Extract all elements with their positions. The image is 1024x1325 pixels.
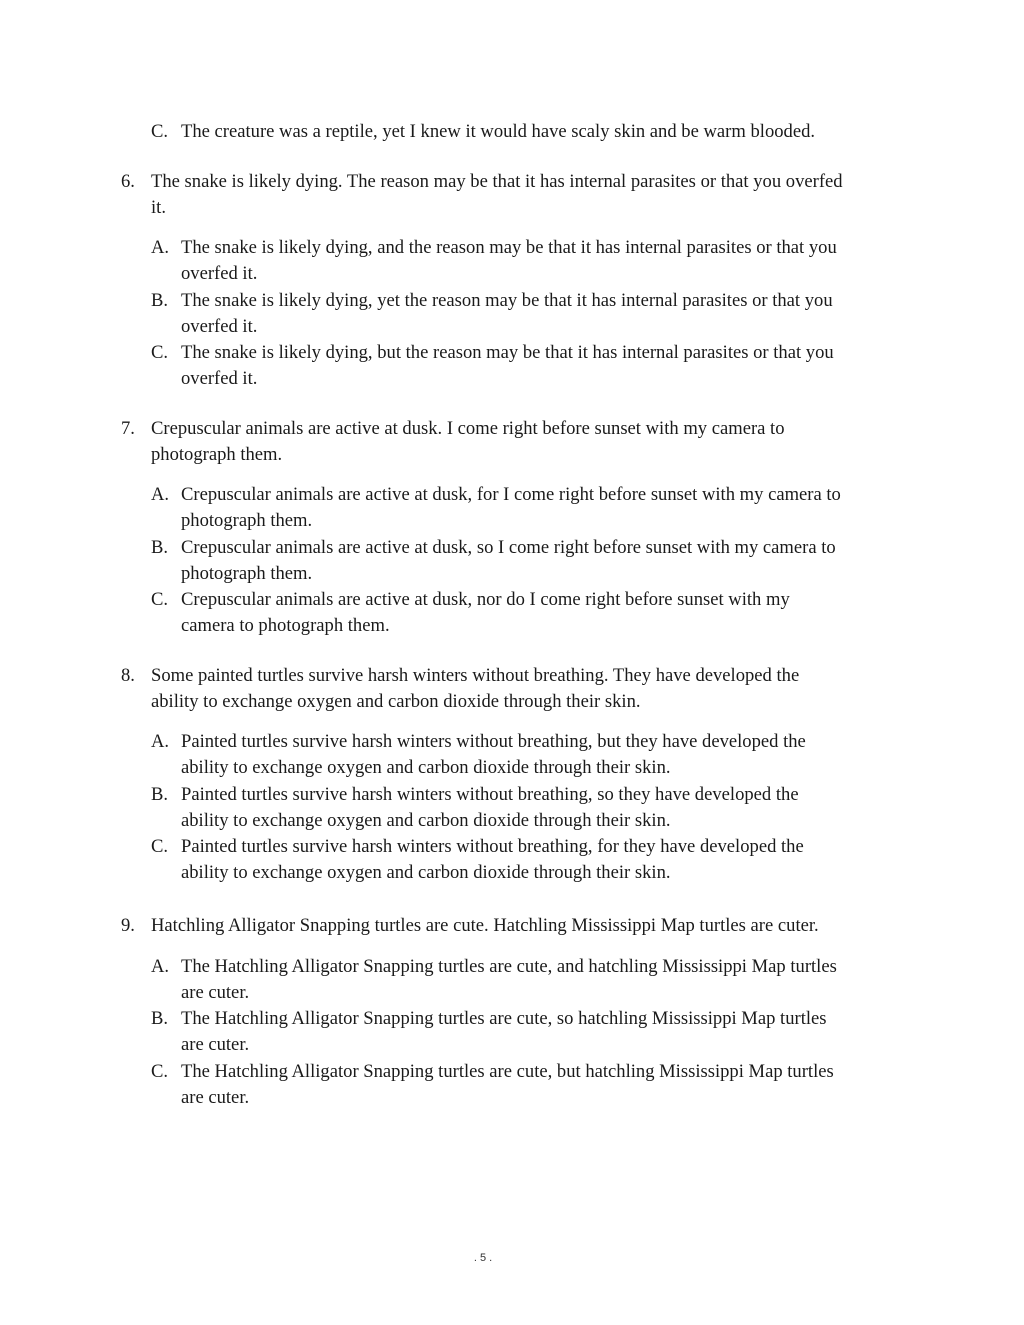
option-text: ability to exchange oxygen and carbon dioxide through their skin.	[181, 862, 671, 883]
option-text: The snake is likely dying, and the reason may be that it has internal parasites or that you	[181, 237, 837, 258]
option-text: Crepuscular animals are active at dusk, nor do I come right before sunset with my	[181, 589, 790, 610]
option-text: Painted turtles survive harsh winters without breathing, but they have developed the	[181, 731, 806, 752]
option-text: are cuter.	[181, 1034, 250, 1055]
option-letter: B.	[151, 290, 169, 311]
option-text: photograph them.	[181, 510, 313, 531]
option-letter: C.	[151, 836, 169, 857]
option-text: The Hatchling Alligator Snapping turtles are cute, but hatchling Mississippi Map turtles	[181, 1061, 834, 1082]
option-text: The Hatchling Alligator Snapping turtles are cute, and hatchling Mississippi Map turtles	[181, 956, 837, 977]
question-text: it.	[151, 197, 166, 218]
option-text: overfed it.	[181, 316, 258, 337]
option-letter: A.	[151, 731, 170, 752]
option-text: camera to photograph them.	[181, 615, 390, 636]
page-number: . 5 .	[473, 1252, 493, 1264]
option-text: overfed it.	[181, 368, 258, 389]
question-number: 8.	[121, 665, 135, 686]
option-letter: A.	[151, 484, 170, 505]
option-text: photograph them.	[181, 563, 313, 584]
question-number: 6.	[121, 171, 135, 192]
option-letter: C.	[151, 342, 169, 363]
question-text: ability to exchange oxygen and carbon dioxide through their skin.	[151, 691, 641, 712]
option-text: Painted turtles survive harsh winters without breathing, for they have developed the	[181, 836, 804, 857]
question-number: 7.	[121, 418, 135, 439]
option-text: The creature was a reptile, yet I knew it would have scaly skin and be warm blooded.	[181, 121, 816, 142]
question-text: Some painted turtles survive harsh winters without breathing. They have developed the	[151, 665, 800, 686]
option-text: The snake is likely dying, but the reason may be that it has internal parasites or that you	[181, 342, 834, 363]
option-letter: B.	[151, 537, 169, 558]
option-letter: B.	[151, 784, 169, 805]
option-text: The snake is likely dying, yet the reason may be that it has internal parasites or that you	[181, 290, 833, 311]
option-text: Painted turtles survive harsh winters without breathing, so they have developed the	[181, 784, 799, 805]
question-text: The snake is likely dying. The reason may be that it has internal parasites or that you overfed	[151, 171, 843, 192]
option-text: overfed it.	[181, 263, 258, 284]
option-letter: C.	[151, 1061, 169, 1082]
option-text: Crepuscular animals are active at dusk, for I come right before sunset with my camera to	[181, 484, 841, 505]
option-letter: C.	[151, 121, 169, 142]
option-letter: A.	[151, 237, 170, 258]
option-text: The Hatchling Alligator Snapping turtles are cute, so hatchling Mississippi Map turtles	[181, 1008, 827, 1029]
option-text: are cuter.	[181, 982, 250, 1003]
option-text: Crepuscular animals are active at dusk, so I come right before sunset with my camera to	[181, 537, 836, 558]
option-letter: C.	[151, 589, 169, 610]
option-letter: B.	[151, 1008, 169, 1029]
question-text: Hatchling Alligator Snapping turtles are cute. Hatchling Mississippi Map turtles are cuter.	[151, 915, 819, 936]
option-letter: A.	[151, 956, 170, 977]
option-text: ability to exchange oxygen and carbon dioxide through their skin.	[181, 757, 671, 778]
option-text: are cuter.	[181, 1087, 250, 1108]
question-text: Crepuscular animals are active at dusk. I come right before sunset with my camera to	[151, 418, 785, 439]
option-text: ability to exchange oxygen and carbon dioxide through their skin.	[181, 810, 671, 831]
question-text: photograph them.	[151, 444, 283, 465]
question-number: 9.	[121, 915, 135, 936]
